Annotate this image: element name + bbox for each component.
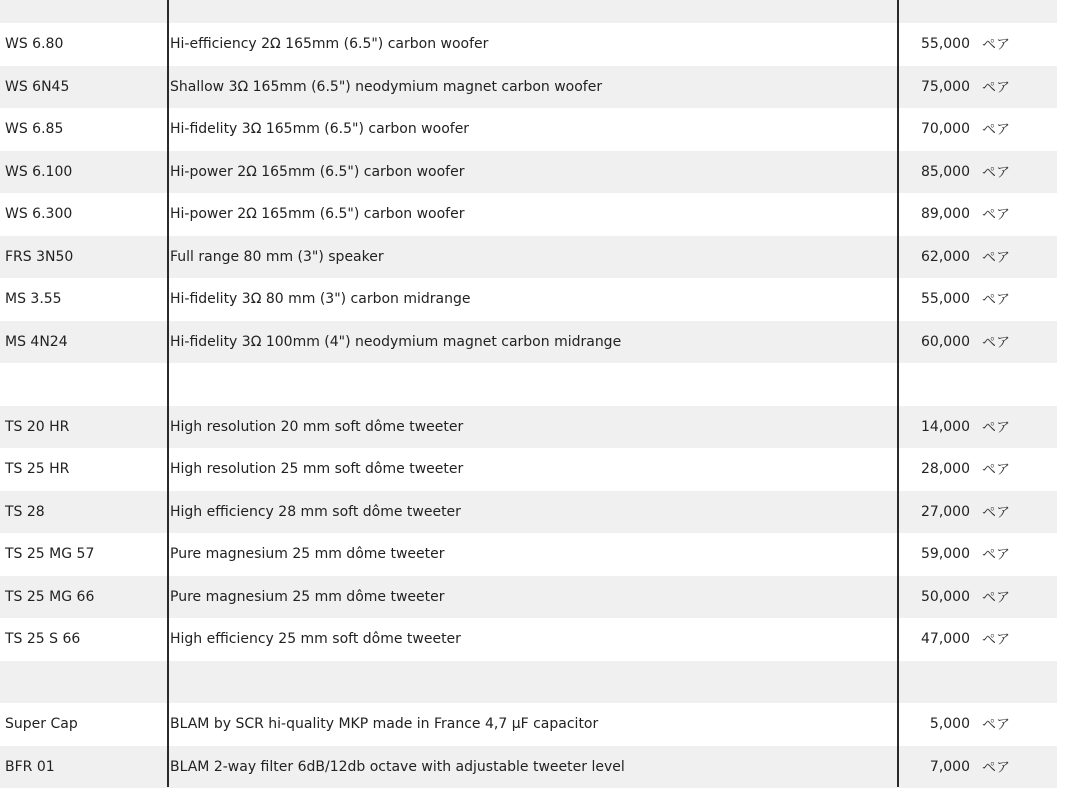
price-cell: 62,000 (921, 248, 970, 265)
description-cell: Hi-power 2Ω 165mm (6.5") carbon woofer (170, 163, 465, 180)
price-cell: 27,000 (921, 503, 970, 520)
unit-label: ペア (982, 334, 1010, 351)
price-cell: 60,000 (921, 333, 970, 350)
unit-label: ペア (982, 292, 1010, 309)
description-cell: Hi-fidelity 3Ω 165mm (6.5") carbon woofer (170, 121, 470, 138)
model-cell: WS 6N45 (5, 78, 70, 95)
unit-label: ペア (982, 462, 1010, 479)
model-cell: TS 25 S 66 (5, 631, 81, 648)
unit-label: ペア (982, 249, 1010, 266)
unit-label: ペア (982, 504, 1010, 521)
unit-label: ペア (982, 37, 1010, 54)
description-cell: Full range 80 mm (3") speaker (170, 248, 384, 265)
description-cell: High efficiency 28 mm soft dôme tweeter (170, 503, 461, 520)
column-divider-left (167, 0, 169, 787)
model-cell: TS 25 MG 66 (5, 588, 95, 605)
unit-label: ペア (982, 717, 1010, 734)
description-cell: Hi-efficiency 2Ω 165mm (6.5") carbon woofer (170, 36, 489, 53)
description-cell: BLAM by SCR hi-quality MKP made in France 4,7 μF capacitor (170, 716, 599, 733)
price-cell: 75,000 (921, 78, 970, 95)
description-cell: Hi-fidelity 3Ω 100mm (4") neodymium magnet carbon midrange (170, 333, 622, 350)
model-cell: TS 25 MG 57 (5, 546, 95, 563)
unit-label: ペア (982, 122, 1010, 139)
unit-label: ペア (982, 207, 1010, 224)
model-cell: FRS 3N50 (5, 248, 74, 265)
description-cell: Hi-fidelity 3Ω 80 mm (3") carbon midrange (170, 291, 471, 308)
column-divider-right (897, 0, 899, 787)
price-cell: 50,000 (921, 588, 970, 605)
unit-label: ペア (982, 164, 1010, 181)
price-cell: 7,000 (929, 758, 970, 775)
model-cell: WS 6.85 (5, 121, 64, 138)
unit-label: ペア (982, 547, 1010, 564)
description-cell: Pure magnesium 25 mm dôme tweeter (170, 546, 445, 563)
price-cell: 70,000 (921, 121, 970, 138)
description-cell: Pure magnesium 25 mm dôme tweeter (170, 588, 445, 605)
description-cell: High resolution 20 mm soft dôme tweeter (170, 418, 464, 435)
description-cell: BLAM 2-way filter 6dB/12db octave with adjustable tweeter level (170, 758, 625, 775)
model-cell: MS 3.55 (5, 291, 62, 308)
description-cell: High resolution 25 mm soft dôme tweeter (170, 461, 464, 478)
unit-label: ペア (982, 79, 1010, 96)
model-cell: WS 6.100 (5, 163, 73, 180)
model-cell: WS 6.80 (5, 36, 64, 53)
price-cell: 14,000 (921, 418, 970, 435)
model-cell: BFR 01 (5, 758, 55, 775)
price-cell: 85,000 (921, 163, 970, 180)
model-cell: TS 28 (5, 503, 45, 520)
unit-label: ペア (982, 632, 1010, 649)
model-cell: MS 4N24 (5, 333, 68, 350)
price-cell: 28,000 (921, 461, 970, 478)
price-cell: 55,000 (921, 36, 970, 53)
model-cell: TS 25 HR (5, 461, 70, 478)
price-cell: 55,000 (921, 291, 970, 308)
unit-label: ペア (982, 419, 1010, 436)
description-cell: Hi-power 2Ω 165mm (6.5") carbon woofer (170, 206, 465, 223)
description-cell: Shallow 3Ω 165mm (6.5") neodymium magnet carbon woofer (170, 78, 603, 95)
price-cell: 5,000 (929, 716, 970, 733)
price-cell: 59,000 (921, 546, 970, 563)
model-cell: WS 6.300 (5, 206, 73, 223)
price-cell: 89,000 (921, 206, 970, 223)
description-cell: High efficiency 25 mm soft dôme tweeter (170, 631, 461, 648)
price-cell: 47,000 (921, 631, 970, 648)
model-cell: TS 20 HR (5, 418, 70, 435)
unit-label: ペア (982, 759, 1010, 776)
unit-label: ペア (982, 589, 1010, 606)
model-cell: Super Cap (5, 716, 78, 733)
